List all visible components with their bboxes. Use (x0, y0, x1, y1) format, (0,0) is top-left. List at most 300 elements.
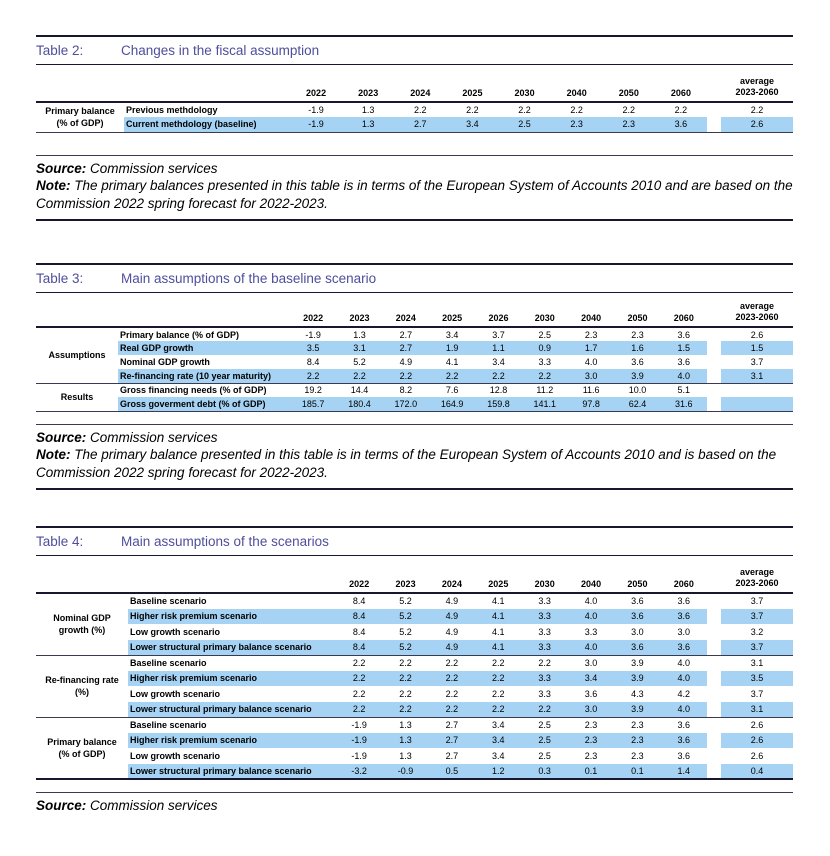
value-cell: 2.2 (522, 369, 568, 383)
value-cell: 5.2 (399, 626, 412, 637)
value-cell: 1.3 (399, 750, 412, 761)
value-cell: 159.8 (475, 397, 521, 411)
value-cell: 2.2 (570, 105, 583, 115)
value-cell: 2.2 (336, 369, 382, 383)
table-row (36, 609, 793, 625)
value-cell: 5.2 (399, 596, 412, 607)
column-header-row (36, 293, 793, 327)
value-cell: 3.0 (631, 626, 644, 637)
year-column-header: 2025 (442, 313, 463, 323)
value-cell: 2.5 (538, 329, 552, 340)
value-cell: 2.3 (631, 329, 644, 340)
average-header-line2: 2023-2060 (735, 87, 779, 97)
value-cell: 2.5 (499, 117, 551, 132)
year-column-header: 2025 (462, 88, 483, 98)
value-cell: 2.3 (584, 329, 598, 340)
table-4-grid (36, 556, 793, 780)
row-label: Low growth scenario (130, 750, 221, 761)
table-row (36, 117, 793, 132)
value-cell: 4.1 (475, 640, 521, 656)
value-cell: 3.3 (538, 626, 551, 637)
value-cell: 3.3 (522, 609, 568, 625)
value-cell: 1.6 (614, 341, 660, 355)
value-cell: 3.5 (290, 341, 336, 355)
table-3-grid (36, 293, 793, 412)
value-cell: 11.6 (582, 385, 600, 396)
value-cell: 2.2 (492, 688, 505, 699)
row-label: Low growth scenario (130, 688, 221, 699)
gap-cell (707, 327, 721, 341)
year-column-header: 2023 (358, 88, 379, 98)
source-text: Commission services (86, 798, 218, 813)
value-cell: 2.3 (584, 720, 598, 730)
value-cell: 0.1 (568, 764, 614, 780)
value-cell: 2.2 (382, 671, 428, 687)
gap-cell (707, 609, 721, 625)
table-3-section (36, 263, 793, 490)
average-cell: 3.7 (721, 609, 793, 625)
row-label: Gross goverment debt (% of GDP) (118, 397, 290, 411)
table-4-section (36, 526, 793, 817)
value-cell: 2.2 (352, 658, 366, 668)
source-line (36, 797, 793, 815)
value-cell: 2.7 (383, 341, 429, 355)
value-cell: 2.2 (466, 105, 479, 115)
value-cell: 8.4 (336, 640, 382, 656)
table-row (36, 624, 793, 640)
value-cell: 2.7 (429, 733, 475, 749)
row-group-label: Nominal GDP growth (%) (53, 613, 111, 636)
value-cell: 3.7 (492, 329, 505, 340)
value-cell: 4.0 (677, 658, 691, 668)
row-label: Higher risk premium scenario (128, 733, 336, 749)
value-cell: 3.6 (677, 596, 691, 607)
average-header-line1: average (739, 567, 775, 577)
value-cell: 2.7 (445, 720, 459, 730)
value-cell: 97.8 (568, 397, 614, 411)
value-cell: 1.9 (429, 341, 475, 355)
value-cell: 3.3 (522, 671, 568, 687)
table-4-number: Table 4: (36, 534, 84, 549)
average-cell: 3.1 (750, 658, 764, 668)
value-cell: 3.0 (584, 658, 598, 668)
value-cell: 0.5 (429, 764, 475, 780)
row-group (36, 383, 793, 411)
source-label: Source: (36, 798, 87, 813)
table-row (36, 383, 793, 397)
year-column-header: 2024 (410, 88, 431, 98)
row-group-label: Primary balance (% of GDP) (45, 106, 115, 129)
gap-cell (707, 383, 721, 397)
average-cell: 1.5 (721, 341, 793, 355)
average-cell: 2.6 (750, 750, 764, 761)
row-label: Real GDP growth (118, 341, 290, 355)
value-cell: 1.3 (342, 117, 394, 132)
gap-cell (707, 702, 721, 718)
value-cell: 5.2 (353, 357, 366, 367)
column-header-row (36, 556, 793, 593)
table-row (36, 764, 793, 780)
value-cell: 4.0 (584, 596, 598, 607)
value-cell: 0.9 (522, 341, 568, 355)
value-cell: 4.3 (631, 688, 644, 699)
average-header-line1: average (739, 301, 775, 311)
table-4-source (36, 792, 793, 817)
table-row (36, 593, 793, 609)
source-line (36, 160, 793, 178)
gap-cell (707, 593, 721, 609)
year-column-header: 2060 (673, 313, 694, 323)
value-cell: -1.9 (308, 105, 324, 115)
average-cell: 2.6 (721, 733, 793, 749)
source-line (36, 429, 793, 447)
gap-cell (707, 733, 721, 749)
value-cell: 3.6 (631, 357, 644, 367)
gap-cell (707, 397, 721, 411)
value-cell: 2.2 (475, 671, 521, 687)
header-gap (707, 556, 721, 593)
value-cell: 8.2 (399, 385, 413, 396)
value-cell: 3.4 (445, 329, 459, 340)
average-cell: 3.7 (750, 357, 764, 367)
row-group-label: Primary balance (% of GDP) (47, 736, 117, 759)
average-cell: 3.7 (750, 688, 764, 699)
header-spacer (36, 65, 290, 102)
table-2-heading (36, 35, 793, 65)
note-label: Note: (36, 178, 71, 193)
value-cell: 3.6 (584, 688, 598, 699)
source-label: Source: (36, 429, 87, 445)
average-header-line2: 2023-2060 (735, 312, 779, 322)
row-label: Current methdology (baseline) (124, 117, 290, 132)
year-column-header: 2040 (581, 313, 602, 323)
year-column-header: 2023 (349, 313, 370, 323)
gap-cell (707, 764, 721, 780)
source-text: Commission services (86, 160, 218, 176)
value-cell: 3.6 (614, 640, 660, 656)
value-cell: 2.3 (614, 733, 660, 749)
row-group-label: Re-financing rate (%) (45, 675, 119, 697)
table-row (36, 686, 793, 702)
average-header-line2: 2023-2060 (735, 578, 779, 588)
value-cell: 2.2 (475, 369, 521, 383)
table-2-grid (36, 65, 793, 133)
header-gap (707, 65, 721, 102)
document-page (0, 35, 830, 817)
value-cell: 4.0 (661, 369, 707, 383)
value-cell: 4.0 (661, 702, 707, 718)
value-cell: 3.3 (584, 626, 598, 637)
gap-cell (707, 655, 721, 671)
value-cell: 2.2 (429, 671, 475, 687)
data-table (36, 65, 793, 133)
row-label: Re-financing rate (10 year maturity) (118, 369, 290, 383)
table-2-title: Changes in the fiscal assumption (121, 43, 320, 58)
value-cell: -3.2 (336, 764, 382, 780)
value-cell: 2.2 (445, 658, 459, 668)
row-label: Baseline scenario (130, 720, 207, 730)
value-cell: 5.1 (677, 385, 691, 396)
value-cell: 1.3 (399, 720, 412, 730)
average-column-header (721, 293, 793, 327)
value-cell: 3.6 (661, 609, 707, 625)
value-cell: 2.3 (631, 720, 644, 730)
row-label: Nominal GDP growth (120, 357, 210, 367)
value-cell: 31.6 (661, 397, 707, 411)
value-cell: 3.4 (492, 750, 505, 761)
value-cell: 2.2 (352, 688, 366, 699)
data-table (36, 293, 793, 412)
average-cell: 3.7 (721, 640, 793, 656)
value-cell: 2.2 (674, 105, 688, 115)
row-label: Previous methdology (126, 105, 218, 115)
value-cell: 2.2 (622, 105, 636, 115)
year-column-header: 2023 (395, 579, 416, 589)
value-cell: 3.4 (492, 357, 505, 367)
value-cell: -1.9 (351, 750, 367, 761)
year-column-header: 2030 (534, 579, 555, 589)
value-cell: 14.4 (350, 385, 369, 396)
value-cell: 2.5 (538, 750, 551, 761)
value-cell: 4.9 (429, 609, 475, 625)
value-cell: 3.6 (614, 609, 660, 625)
value-cell: 2.5 (522, 733, 568, 749)
row-label: Higher risk premium scenario (128, 671, 336, 687)
value-cell: 2.2 (414, 105, 427, 115)
value-cell: -1.9 (336, 733, 382, 749)
value-cell: 8.4 (306, 357, 320, 367)
header-spacer (36, 293, 290, 327)
value-cell: 3.6 (677, 329, 691, 340)
value-cell: 4.1 (475, 609, 521, 625)
value-cell: 3.6 (661, 733, 707, 749)
note-line (36, 177, 793, 212)
average-cell: 3.7 (750, 596, 764, 607)
value-cell: 2.2 (399, 688, 412, 699)
year-column-header: 2024 (441, 579, 462, 589)
year-column-header: 2040 (581, 579, 602, 589)
average-cell: 3.1 (721, 369, 793, 383)
value-cell: 2.3 (584, 750, 598, 761)
value-cell: 0.3 (522, 764, 568, 780)
table-2-source-note (36, 155, 793, 222)
value-cell: 2.2 (429, 702, 475, 718)
value-cell: 3.4 (446, 117, 498, 132)
value-cell: 2.7 (399, 329, 413, 340)
value-cell: 8.4 (352, 596, 366, 607)
value-cell: -1.9 (351, 720, 367, 730)
year-column-header: 2024 (395, 313, 416, 323)
average-cell: 2.6 (721, 117, 793, 132)
value-cell: 3.0 (677, 626, 691, 637)
row-group (36, 327, 793, 383)
source-text: Commission services (86, 429, 218, 445)
average-cell: 2.2 (750, 105, 764, 115)
table-row (36, 640, 793, 656)
table-2-number: Table 2: (36, 43, 84, 58)
value-cell: 2.3 (603, 117, 655, 132)
year-column-header: 2025 (488, 579, 509, 589)
value-cell: 2.2 (538, 658, 551, 668)
value-cell: 5.2 (382, 609, 428, 625)
note-text: The primary balance presented in this table is in terms of the European System of Accounts 2010 and is based on the Commission 2022 spring forecast for 2022-2023. (36, 447, 777, 480)
value-cell: 2.2 (383, 369, 429, 383)
value-cell: 172.0 (383, 397, 429, 411)
table-3-title: Main assumptions of the baseline scenario (121, 271, 377, 286)
row-label: Low growth scenario (130, 626, 221, 637)
table-row (36, 717, 793, 733)
value-cell: 2.2 (475, 702, 521, 718)
value-cell: 2.2 (336, 671, 382, 687)
value-cell: 1.3 (382, 733, 428, 749)
header-spacer (36, 556, 336, 593)
value-cell: 4.9 (429, 640, 475, 656)
note-text: The primary balances presented in this table is in terms of the European System of Accounts 2010 and are based on the Commission 2022 spring forecast for 2022-2023. (36, 178, 793, 211)
value-cell: -1.9 (290, 117, 342, 132)
value-cell: 3.3 (538, 596, 551, 607)
average-cell: 0.4 (721, 764, 793, 780)
value-cell: 1.5 (661, 341, 707, 355)
average-cell: 2.6 (750, 329, 764, 340)
value-cell: 8.4 (336, 609, 382, 625)
row-group-label: Results (60, 392, 94, 402)
year-column-header: 2026 (488, 313, 509, 323)
value-cell: 3.9 (614, 702, 660, 718)
value-cell: 3.0 (568, 702, 614, 718)
value-cell: 3.1 (336, 341, 382, 355)
value-cell: -1.9 (305, 329, 321, 340)
average-column-header (721, 556, 793, 593)
value-cell: 11.2 (536, 385, 554, 396)
table-row (36, 369, 793, 383)
table-3-heading (36, 263, 793, 293)
row-group (36, 655, 793, 717)
value-cell: 3.6 (677, 357, 691, 367)
value-cell: 3.4 (492, 720, 505, 730)
average-column-header (721, 65, 793, 102)
table-row (36, 702, 793, 718)
value-cell: 3.9 (614, 369, 660, 383)
table-3-number: Table 3: (36, 271, 84, 286)
value-cell: 3.6 (677, 720, 691, 730)
value-cell: 0.1 (614, 764, 660, 780)
value-cell: 2.3 (631, 750, 644, 761)
gap-cell (707, 117, 721, 132)
value-cell: 4.1 (492, 596, 505, 607)
row-label: Baseline scenario (130, 658, 207, 668)
value-cell: 3.9 (614, 671, 660, 687)
row-label: Lower structural primary balance scenario (128, 764, 336, 780)
table-2-section (36, 35, 793, 221)
year-column-header: 2022 (306, 88, 327, 98)
row-label: Higher risk premium scenario (128, 609, 336, 625)
value-cell: 2.2 (429, 369, 475, 383)
value-cell: 1.4 (661, 764, 707, 780)
table-row (36, 397, 793, 411)
row-label: Gross financing needs (% of GDP) (120, 385, 267, 396)
table-row (36, 655, 793, 671)
value-cell: 1.3 (361, 105, 375, 115)
table-row (36, 341, 793, 355)
value-cell: 19.2 (304, 385, 322, 396)
value-cell: 3.3 (538, 688, 551, 699)
value-cell: 2.3 (568, 733, 614, 749)
value-cell: 1.7 (568, 341, 614, 355)
value-cell: 4.1 (492, 626, 505, 637)
value-cell: 164.9 (429, 397, 475, 411)
value-cell: 2.2 (492, 658, 505, 668)
value-cell: 2.2 (445, 688, 459, 699)
value-cell: 8.4 (352, 626, 366, 637)
table-row (36, 748, 793, 764)
year-column-header: 2050 (627, 579, 648, 589)
value-cell: 3.4 (475, 733, 521, 749)
table-row (36, 671, 793, 687)
value-cell: 2.3 (551, 117, 603, 132)
value-cell: 4.0 (661, 671, 707, 687)
value-cell: 3.4 (568, 671, 614, 687)
value-cell: 5.2 (382, 640, 428, 656)
gap-cell (707, 369, 721, 383)
gap-cell (707, 640, 721, 656)
table-row (36, 733, 793, 749)
average-cell: 2.6 (750, 720, 764, 730)
gap-cell (707, 748, 721, 764)
value-cell: 3.9 (631, 658, 644, 668)
year-column-header: 2040 (566, 88, 587, 98)
table-row (36, 327, 793, 341)
column-header-row (36, 65, 793, 102)
year-column-header: 2030 (514, 88, 535, 98)
value-cell: 3.6 (631, 596, 644, 607)
row-label: Primary balance (% of GDP) (120, 329, 240, 340)
note-line (36, 446, 793, 481)
value-cell: 3.0 (568, 369, 614, 383)
value-cell: 3.6 (661, 640, 707, 656)
value-cell: 1.3 (353, 329, 366, 340)
year-column-header: 2050 (627, 313, 648, 323)
value-cell: 4.1 (445, 357, 459, 367)
value-cell: 3.6 (655, 117, 707, 132)
year-column-header: 2030 (534, 313, 555, 323)
value-cell: 141.1 (522, 397, 568, 411)
data-table (36, 556, 793, 780)
value-cell: 2.7 (445, 750, 459, 761)
gap-cell (707, 355, 721, 369)
value-cell: 4.0 (568, 640, 614, 656)
value-cell: 4.0 (568, 609, 614, 625)
value-cell: 7.6 (445, 385, 459, 396)
row-group-label: Assumptions (48, 350, 106, 361)
table-row (36, 355, 793, 369)
average-cell: 3.5 (721, 671, 793, 687)
row-group (36, 102, 793, 132)
average-cell: 3.2 (750, 626, 764, 637)
row-label: Lower structural primary balance scenario (128, 640, 336, 656)
table-3-source-note (36, 424, 793, 491)
average-cell (721, 397, 793, 411)
value-cell: 4.0 (584, 357, 598, 367)
value-cell: 3.6 (677, 750, 691, 761)
value-cell: 2.5 (538, 720, 551, 730)
average-header-line1: average (739, 76, 775, 86)
row-group (36, 717, 793, 779)
table-4-title: Main assumptions of the scenarios (121, 534, 329, 549)
value-cell: 1.2 (475, 764, 521, 780)
gap-cell (707, 686, 721, 702)
value-cell: 12.8 (489, 385, 508, 396)
value-cell: 10.0 (628, 385, 647, 396)
